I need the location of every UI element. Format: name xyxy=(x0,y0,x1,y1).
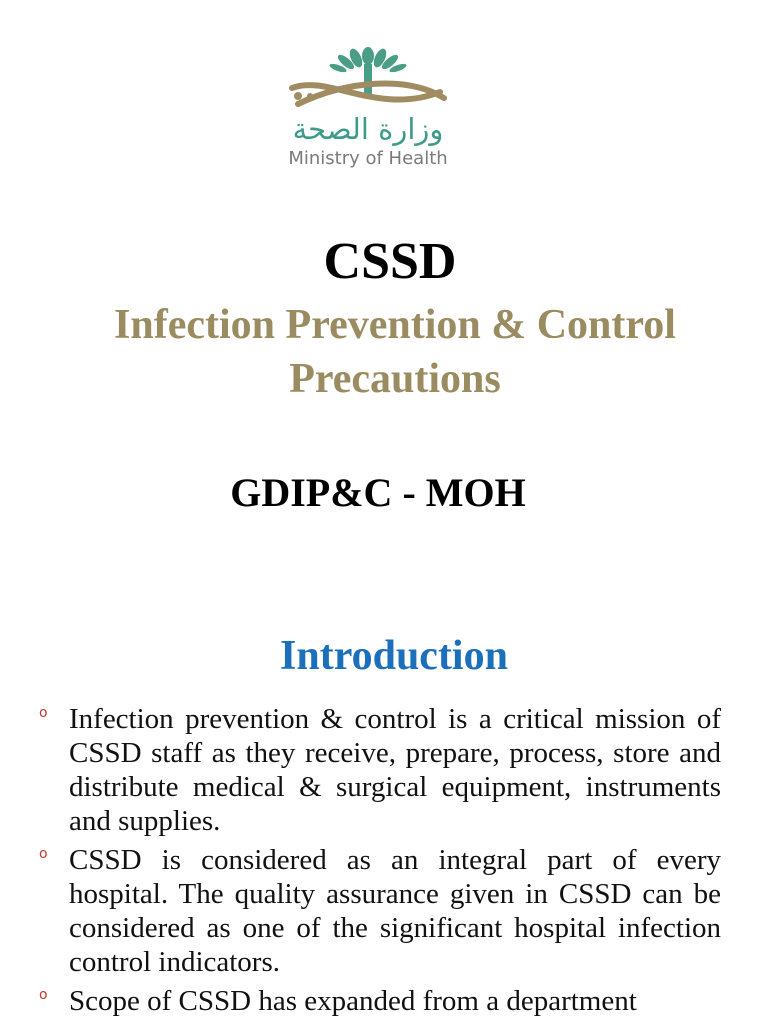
bullet-item xyxy=(0,702,768,838)
logo-english-text: Ministry of Health xyxy=(288,148,448,169)
bullet-circle-icon: o xyxy=(39,987,48,1003)
bullet-text: CSSD is considered as an integral part of every hospital. The quality assurance given in CSSD can be considered as one of the significant hospital infection control indicators. xyxy=(69,844,721,978)
bullet-item xyxy=(0,843,768,979)
bullet-list xyxy=(0,702,768,1023)
palm-swords-emblem-icon xyxy=(258,46,478,112)
ministry-of-health-logo xyxy=(258,46,478,178)
palm-trunk-icon xyxy=(364,64,372,94)
slide-subtitle: Infection Prevention & Control Precautions xyxy=(114,302,676,402)
logo-arabic-text: وزارة الصحة xyxy=(292,112,444,146)
bullet-circle-icon: o xyxy=(39,846,48,862)
bullet-circle-icon: o xyxy=(39,705,48,721)
slide-title: CSSD xyxy=(323,233,457,290)
crossed-swords-icon xyxy=(292,84,444,104)
bullet-text: Infection prevention & control is a critical mission of CSSD staff as they receive, prepare, process, store and distribute medical & surgical equipment, instruments and supplies. xyxy=(69,703,721,837)
bullet-item xyxy=(0,984,768,1018)
bullet-text: Scope of CSSD has expanded from a department xyxy=(69,985,637,1017)
organization-label: GDIP&C - MOH xyxy=(230,470,526,515)
section-heading: Introduction xyxy=(280,633,508,679)
